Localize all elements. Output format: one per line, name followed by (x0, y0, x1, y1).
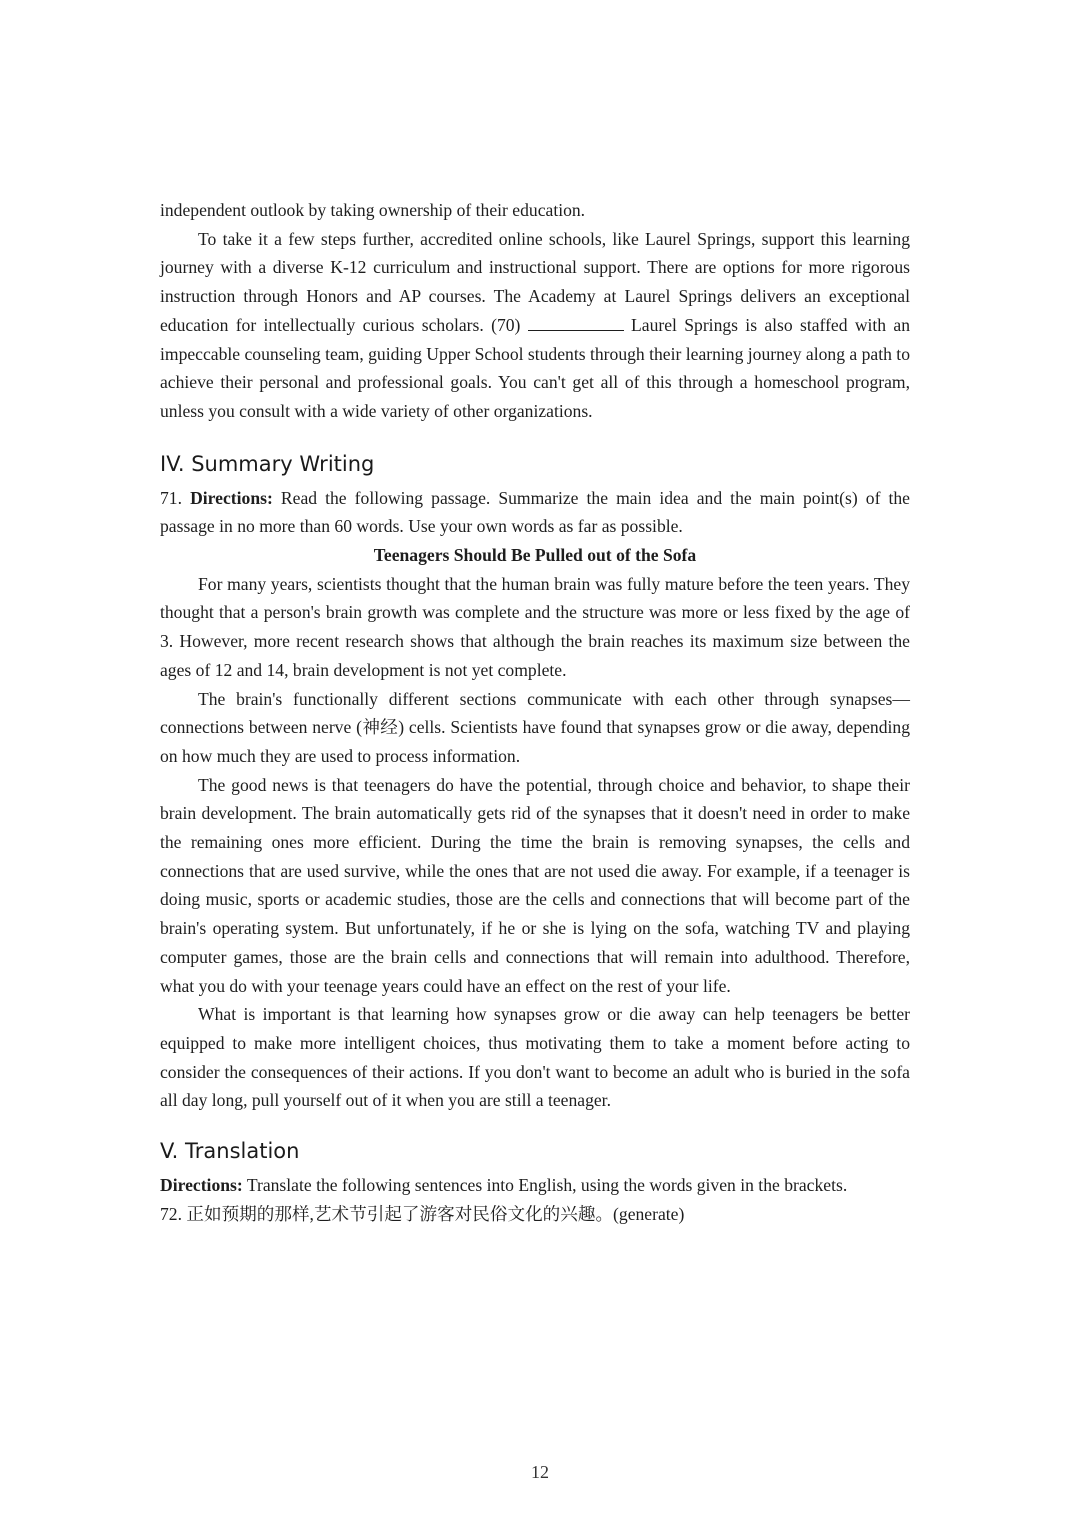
translation-item-72: 72. 正如预期的那样,艺术节引起了游客对民俗文化的兴趣。(generate) (160, 1203, 685, 1224)
page-number: 12 (531, 1462, 549, 1482)
section-heading-translation: V. Translation (160, 1139, 300, 1164)
passage-paragraph-2: The brain's functionally different sections communicate with each other through synapses—connections between nerve (神经) cells. Scientists have found that synapses grow or die away, depending on how much they are used to process information. (160, 688, 910, 766)
directions-label: Directions: (160, 1175, 243, 1196)
document-page (160, 196, 910, 1229)
summary-directions (160, 484, 910, 541)
section-heading-summary-writing: IV. Summary Writing (160, 451, 375, 476)
para2-text-after-blank: Laurel Springs is also staffed with an impeccable counseling team, guiding Upper School students through their learning journey along a path to achieve their personal and professional goals. You can't get all of this through a homeschool program, unless you consult with a wide variety of other organizations. (160, 314, 911, 421)
passage-title: Teenagers Should Be Pulled out of the Sofa (373, 545, 697, 566)
translation-directions (160, 1171, 910, 1200)
item-number-71: 71. (160, 487, 182, 508)
directions-label: Directions: (190, 487, 273, 508)
passage-continued-para2 (160, 225, 910, 426)
directions-text: Translate the following sentences into English, using the words given in the brackets. (246, 1175, 848, 1196)
passage-paragraph-1: For many years, scientists thought that the human brain was fully mature before the teen years. They thought that a person's brain growth was complete and the structure was more or less fixed by the age of 3. However, more recent research shows that although the brain reaches its maximum size between the ages of 12 and 14, brain development is not yet complete. (160, 573, 910, 680)
directions-text: Read the following passage. Summarize the main idea and the main point(s) of the passage in no more than 60 words. Use your own words as far as possible. (160, 487, 910, 537)
para2-text-before-blank: To take it a few steps further, accredited online schools, like Laurel Springs, support this learning journey with a diverse K-12 curriculum and instructional support. There are options for more rigorous instruction through Honors and AP courses. The Academy at Laurel Springs delivers an exceptional education for intellectually curious scholars. (70) (160, 228, 910, 335)
passage-paragraph-4: What is important is that learning how synapses grow or die away can help teenagers be better equipped to make more intelligent choices, thus motivating them to take a moment before acting to consider the consequences of their actions. If you don't want to become an adult who is buried in the sofa all day long, pull yourself out of it when you are still a teenager. (160, 1004, 910, 1111)
answer-blank-70[interactable] (528, 314, 624, 331)
passage-continued-para1: independent outlook by taking ownership of their education. (160, 200, 586, 220)
passage-paragraph-3: The good news is that teenagers do have the potential, through choice and behavior, to shape their brain development. The brain automatically gets rid of the synapses that it doesn't need in order to make the remaining ones more efficient. During the time the brain is removing synapses, the cells and connections that are used survive, while the ones that are not used die away. For example, if a teenager is doing music, sports or academic studies, those are the cells and connections that will become part of the brain's operating system. But unfortunately, if he or she is lying on the sofa, watching TV and playing computer games, those are the brain cells and connections that will remain into adulthood. Therefore, what you do with your teenage years could have an effect on the rest of your life. (160, 774, 910, 996)
